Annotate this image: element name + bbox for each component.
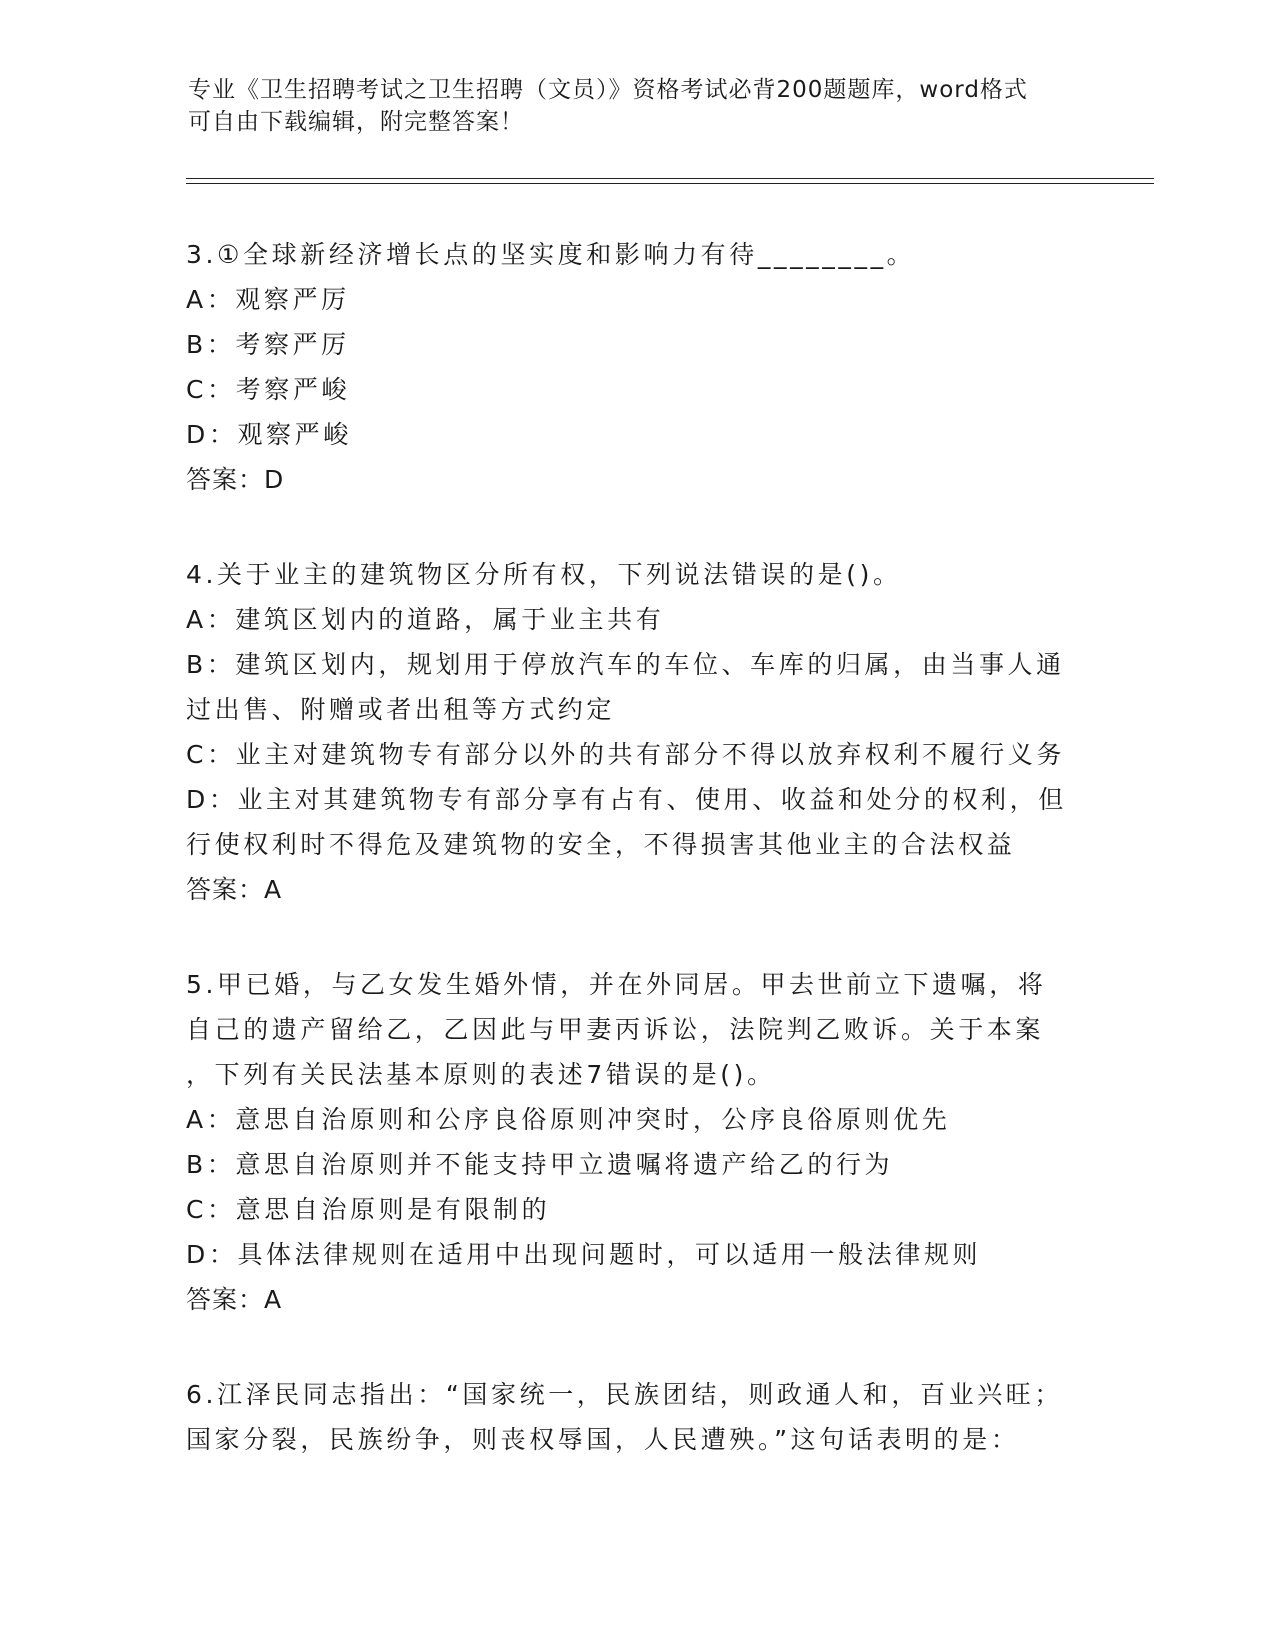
header-divider [186, 178, 1154, 184]
question-stem-continued: 自己的遗产留给乙，乙因此与甲妻丙诉讼，法院判乙败诉。关于本案 [186, 1015, 1045, 1044]
option-d: D：观察严峻 [186, 420, 352, 449]
option-c: C：意思自治原则是有限制的 [186, 1195, 551, 1224]
option-a: A：建筑区划内的道路，属于业主共有 [186, 605, 665, 634]
question-stem: 4.关于业主的建筑物区分所有权，下列说法错误的是()。 [186, 560, 902, 589]
question-stem: 3.①全球新经济增长点的坚实度和影响力有待________。 [186, 240, 916, 269]
question-3 [186, 232, 1086, 502]
question-6 [186, 1372, 1086, 1462]
option-d: D：具体法律规则在适用中出现问题时，可以适用一般法律规则 [186, 1240, 982, 1269]
question-stem-continued: ，下列有关民法基本原则的表述7错误的是()。 [186, 1060, 776, 1089]
question-list [186, 232, 1086, 1512]
option-d: D：业主对其建筑物专有部分享有占有、使用、收益和处分的权利，但 [186, 785, 1067, 814]
question-stem: 5.甲已婚，与乙女发生婚外情，并在外同居。甲去世前立下遗嘱，将 [186, 970, 1047, 999]
question-stem: 6.江泽民同志指出：“国家统一，民族团结，则政通人和，百业兴旺； [186, 1380, 1064, 1409]
option-b-continued: 过出售、附赠或者出租等方式约定 [186, 695, 616, 724]
option-c: C：业主对建筑物专有部分以外的共有部分不得以放弃权利不履行义务 [186, 740, 1066, 769]
option-a: A：意思自治原则和公序良俗原则冲突时，公序良俗原则优先 [186, 1105, 951, 1134]
question-5 [186, 962, 1086, 1322]
question-stem-continued: 国家分裂，民族纷争，则丧权辱国，人民遭殃。”这句话表明的是： [186, 1425, 1020, 1454]
option-b: B：考察严厉 [186, 330, 350, 359]
option-b: B：意思自治原则并不能支持甲立遗嘱将遗产给乙的行为 [186, 1150, 894, 1179]
question-4 [186, 552, 1086, 912]
answer-label: 答案：D [186, 465, 285, 494]
header-title-line-2: 可自由下载编辑，附完整答案！ [188, 109, 524, 135]
option-a: A：观察严厉 [186, 285, 350, 314]
option-d-continued: 行使权利时不得危及建筑物的安全，不得损害其他业主的合法权益 [186, 830, 1016, 859]
option-b: B：建筑区划内，规划用于停放汽车的车位、车库的归属，由当事人通 [186, 650, 1065, 679]
option-c: C：考察严峻 [186, 375, 351, 404]
document-header [188, 74, 1068, 138]
header-title-line-1: 专业《卫生招聘考试之卫生招聘（文员）》资格考试必背200题题库，word格式 [188, 77, 1028, 103]
answer-label: 答案：A [186, 1285, 283, 1314]
answer-label: 答案：A [186, 875, 283, 904]
